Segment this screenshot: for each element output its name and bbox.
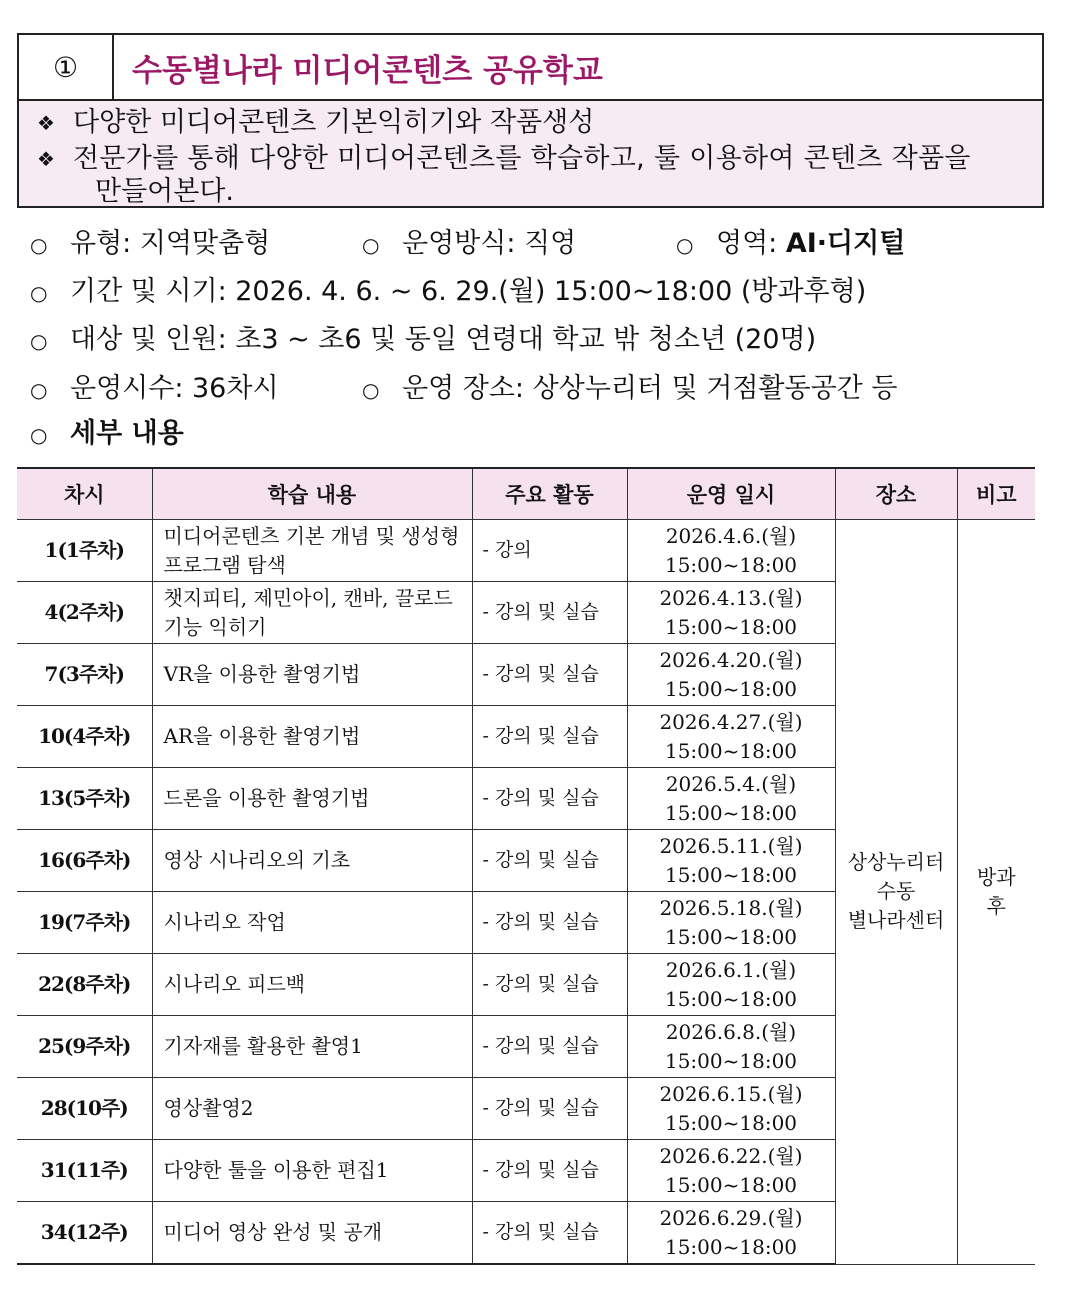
info-line-2 (30, 269, 866, 308)
datetime-cell (627, 644, 835, 706)
description-text-1: 다양한 미디어콘텐츠 기본익히기와 작품생성 (73, 107, 595, 138)
datetime-cell (627, 892, 835, 954)
time-text: 15:00~18:00 (664, 924, 798, 949)
datetime-cell (627, 582, 835, 644)
date-text: 2026.6.8.(월) (665, 1019, 797, 1044)
datetime-cell (627, 1016, 835, 1078)
activity-cell: - 강의 (472, 520, 627, 582)
circle-bullet-icon: ○ (30, 329, 48, 353)
program-number: ① (19, 35, 114, 99)
activity-cell: - 강의 및 실습 (472, 1078, 627, 1140)
info-area-label: 영역: (716, 228, 786, 259)
circle-bullet-icon: ○ (30, 281, 48, 305)
time-text: 15:00~18:00 (664, 676, 798, 701)
info-place: 운영 장소: 상상누리터 및 거점활동공간 등 (402, 373, 898, 404)
activity-cell: - 강의 및 실습 (472, 644, 627, 706)
info-target: 대상 및 인원: 초3 ~ 초6 및 동일 연령대 학교 밖 청소년 (20명) (70, 324, 817, 355)
time-text: 15:00~18:00 (664, 1048, 798, 1073)
info-line-4 (30, 366, 279, 405)
date-text: 2026.4.20.(월) (659, 647, 803, 672)
datetime-cell (627, 520, 835, 582)
content-cell: 영상 시나리오의 기초 (152, 830, 472, 892)
activity-cell: - 강의 및 실습 (472, 1202, 627, 1265)
time-text: 15:00~18:00 (664, 1172, 798, 1197)
activity-cell: - 강의 및 실습 (472, 892, 627, 954)
circle-bullet-icon: ○ (362, 233, 380, 257)
content-cell: 시나리오 피드백 (152, 954, 472, 1016)
content-cell: 다양한 툴을 이용한 편집1 (152, 1140, 472, 1202)
time-text: 15:00~18:00 (664, 614, 798, 639)
content-cell: 기자재를 활용한 촬영1 (152, 1016, 472, 1078)
session-cell: 4(2주차) (17, 582, 152, 644)
datetime-cell (627, 954, 835, 1016)
activity-cell: - 강의 및 실습 (472, 1016, 627, 1078)
place-line: 수동 (876, 879, 916, 904)
time-text: 15:00~18:00 (664, 986, 798, 1011)
circle-bullet-icon: ○ (30, 423, 48, 447)
program-description (19, 101, 1042, 177)
activity-cell: - 강의 및 실습 (472, 954, 627, 1016)
description-line-2 (37, 141, 1036, 177)
note-line: 방과 (976, 864, 1016, 889)
program-header-box (17, 33, 1044, 208)
date-text: 2026.5.11.(월) (659, 833, 803, 858)
activity-cell: - 강의 및 실습 (472, 582, 627, 644)
circle-bullet-icon: ○ (30, 378, 48, 402)
activity-cell: - 강의 및 실습 (472, 706, 627, 768)
info-hours: 운영시수: 36차시 (70, 373, 279, 404)
description-text-2-cont: 만들어본다. (95, 176, 234, 207)
info-details-heading: 세부 내용 (70, 418, 184, 449)
table-body (17, 520, 1035, 1265)
place-cell (835, 520, 957, 1265)
datetime-cell (627, 1078, 835, 1140)
program-title-row (19, 35, 1042, 101)
table-header-row (17, 468, 1035, 520)
info-period: 기간 및 시기: 2026. 4. 6. ~ 6. 29.(월) 15:00~18:00 (방과후형) (70, 276, 867, 307)
date-text: 2026.6.1.(월) (665, 957, 797, 982)
info-place-wrap (362, 366, 897, 405)
header-session: 차시 (17, 468, 152, 520)
session-cell: 34(12주) (17, 1202, 152, 1265)
content-cell: 시나리오 작업 (152, 892, 472, 954)
date-text: 2026.6.15.(월) (659, 1081, 803, 1106)
session-cell: 13(5주차) (17, 768, 152, 830)
table-row (17, 520, 1035, 582)
datetime-cell (627, 1140, 835, 1202)
content-cell: AR을 이용한 촬영기법 (152, 706, 472, 768)
date-text: 2026.5.4.(월) (665, 771, 797, 796)
program-title: 수동별나라 미디어콘텐츠 공유학교 (132, 52, 603, 89)
header-place: 장소 (835, 468, 957, 520)
date-text: 2026.5.18.(월) (659, 895, 803, 920)
header-datetime: 운영 일시 (627, 468, 835, 520)
note-cell (957, 520, 1035, 1265)
session-cell: 28(10주) (17, 1078, 152, 1140)
datetime-cell (627, 706, 835, 768)
circle-bullet-icon: ○ (676, 233, 694, 257)
date-text: 2026.6.29.(월) (659, 1205, 803, 1230)
datetime-cell (627, 830, 835, 892)
circle-bullet-icon: ○ (362, 378, 380, 402)
time-text: 15:00~18:00 (664, 1234, 798, 1259)
place-line: 별나라센터 (847, 908, 945, 933)
content-cell: 챗지피티, 제민아이, 캔바, 끌로드 기능 익히기 (152, 582, 472, 644)
content-cell: 드론을 이용한 촬영기법 (152, 768, 472, 830)
info-method: 운영방식: 직영 (402, 228, 577, 259)
session-cell: 19(7주차) (17, 892, 152, 954)
datetime-cell (627, 768, 835, 830)
description-line-1 (37, 105, 1036, 141)
session-cell: 16(6주차) (17, 830, 152, 892)
note-line: 후 (986, 893, 1006, 918)
info-method-wrap (362, 221, 576, 260)
diamond-bullet-icon: ❖ (37, 147, 55, 171)
time-text: 15:00~18:00 (664, 862, 798, 887)
time-text: 15:00~18:00 (664, 1110, 798, 1135)
info-type: 유형: 지역맞춤형 (70, 228, 271, 259)
activity-cell: - 강의 및 실습 (472, 830, 627, 892)
diamond-bullet-icon: ❖ (37, 111, 55, 135)
description-text-2: 전문가를 통해 다양한 미디어콘텐츠를 학습하고, 툴 이용하여 콘텐츠 작품을 (73, 143, 971, 174)
content-cell: VR을 이용한 촬영기법 (152, 644, 472, 706)
session-cell: 1(1주차) (17, 520, 152, 582)
session-cell: 7(3주차) (17, 644, 152, 706)
info-line-5 (30, 411, 184, 450)
date-text: 2026.6.22.(월) (659, 1143, 803, 1168)
date-text: 2026.4.6.(월) (665, 523, 797, 548)
time-text: 15:00~18:00 (664, 738, 798, 763)
circle-bullet-icon: ○ (30, 233, 48, 257)
info-line-1 (30, 221, 270, 260)
session-cell: 10(4주차) (17, 706, 152, 768)
date-text: 2026.4.13.(월) (659, 585, 803, 610)
session-cell: 31(11주) (17, 1140, 152, 1202)
time-text: 15:00~18:00 (664, 552, 798, 577)
header-activity: 주요 활동 (472, 468, 627, 520)
place-line: 상상누리터 (847, 850, 945, 875)
info-area-value: AI·디지털 (785, 228, 906, 259)
info-line-3 (30, 317, 816, 356)
datetime-cell (627, 1202, 835, 1265)
header-note: 비고 (957, 468, 1035, 520)
activity-cell: - 강의 및 실습 (472, 768, 627, 830)
session-cell: 22(8주차) (17, 954, 152, 1016)
time-text: 15:00~18:00 (664, 800, 798, 825)
info-area-wrap (676, 221, 905, 260)
content-cell: 미디어 영상 완성 및 공개 (152, 1202, 472, 1265)
header-content: 학습 내용 (152, 468, 472, 520)
content-cell: 미디어콘텐츠 기본 개념 및 생성형프로그램 탐색 (152, 520, 472, 582)
date-text: 2026.4.27.(월) (659, 709, 803, 734)
activity-cell: - 강의 및 실습 (472, 1140, 627, 1202)
content-cell: 영상촬영2 (152, 1078, 472, 1140)
session-cell: 25(9주차) (17, 1016, 152, 1078)
schedule-table (17, 467, 1035, 1265)
